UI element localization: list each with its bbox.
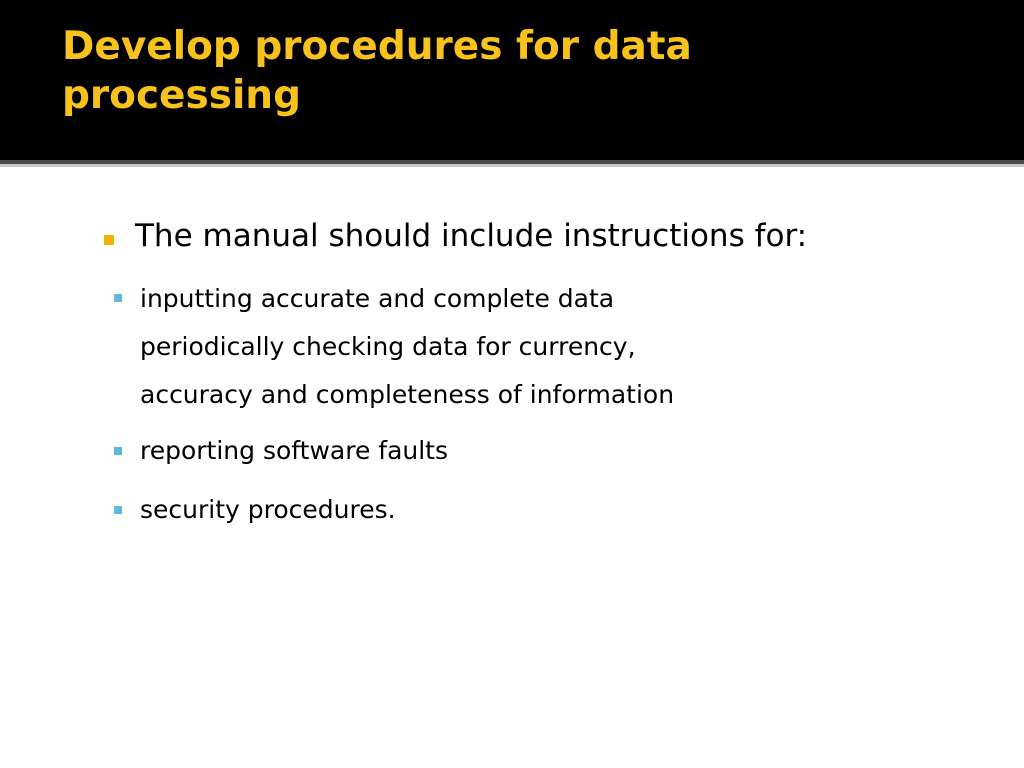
sub-bullet-text: inputting accurate and complete data periodically checking data for currency, accuracy and completeness of information xyxy=(140,284,675,409)
square-bullet-icon xyxy=(104,235,114,245)
sub-bullet-text: security procedures. xyxy=(140,495,396,524)
bullet-text: The manual should include instructions for: xyxy=(135,218,808,254)
bullet-square xyxy=(114,506,122,514)
bullet-square xyxy=(114,447,122,455)
sub-bullet-text: reporting software faults xyxy=(140,436,449,465)
slide-title: Develop procedures for data processing xyxy=(62,24,692,118)
bullet-square xyxy=(104,235,114,245)
bullet-square xyxy=(114,294,122,302)
square-bullet-icon xyxy=(114,447,122,455)
square-bullet-icon xyxy=(114,506,122,514)
square-bullet-icon xyxy=(114,294,122,302)
